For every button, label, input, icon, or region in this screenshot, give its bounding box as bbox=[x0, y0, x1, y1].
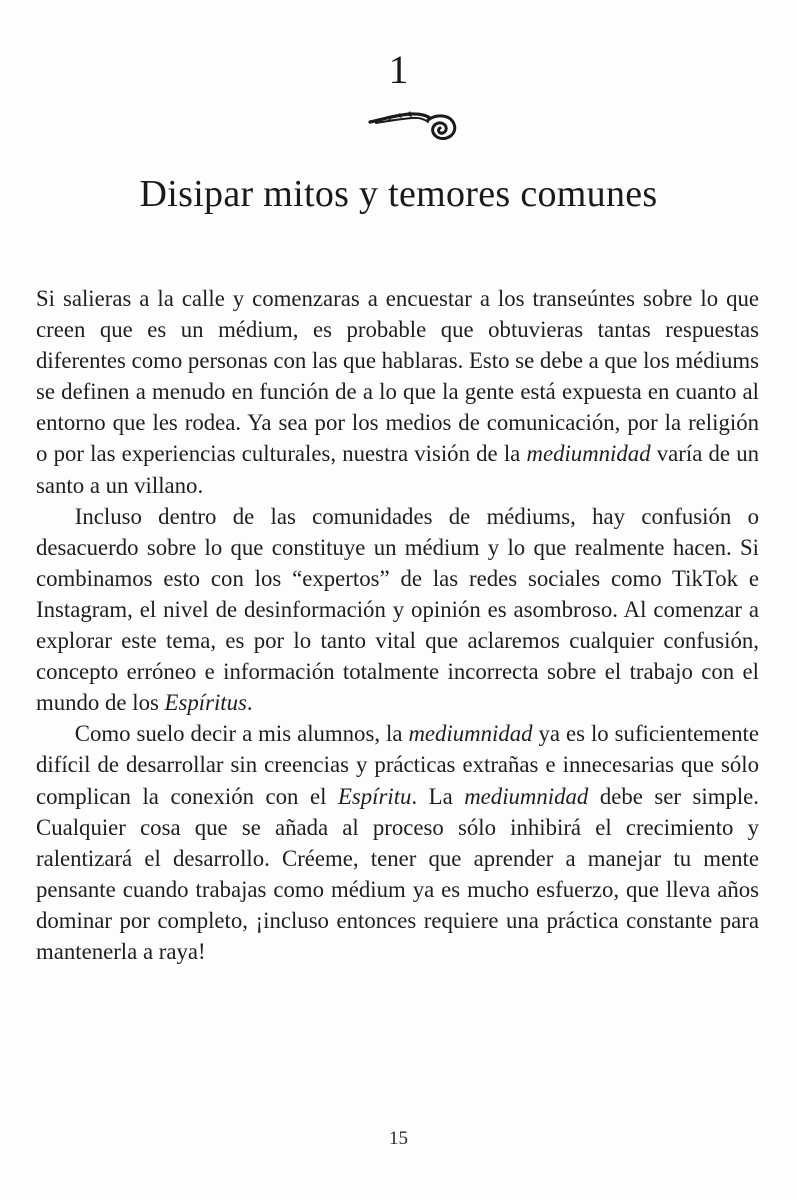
paragraph-segment: debe ser simple. Cualquier cosa que se añada al proceso sólo inhibirá el crecimiento y ralentizará el desarrollo. Créeme, tener que aprender a manejar tu mente pensante cuando trabajas como médium ya es mucho esfuerzo, que lleva años dominar por completo, ¡incluso entonces requiere una práctica constante para mantenerla a raya! bbox=[36, 783, 759, 964]
italic-term: Espíritus bbox=[164, 690, 247, 716]
italic-term: mediumnidad bbox=[464, 783, 589, 809]
italic-term: mediumnidad bbox=[526, 441, 651, 467]
paragraph-segment: Si salieras a la calle y comenzaras a encuestar a los transeúntes sobre lo que creen que es un médium, es probable que obtuvieras tantas respuestas diferentes como personas con las que hablaras. Esto se debe a que los médiums se definen a menudo en función de a lo que la gente está expuesta en cuanto al entorno que les rodea. Ya sea por los medios de comunicación, por la religión o por las experiencias culturales, nuestra visión de la bbox=[36, 286, 759, 467]
italic-term: Espíritu bbox=[337, 783, 412, 809]
page-number: 15 bbox=[389, 1128, 408, 1149]
paragraph-segment: . bbox=[246, 690, 253, 716]
chapter-body bbox=[36, 283, 759, 967]
paragraph-1 bbox=[36, 283, 759, 501]
italic-term: mediumnidad bbox=[408, 721, 533, 747]
chapter-number: 1 bbox=[388, 47, 409, 92]
paragraph-segment: Como suelo decir a mis alumnos, la bbox=[74, 721, 409, 747]
scroll-flourish-icon bbox=[366, 100, 462, 144]
paragraph-2 bbox=[36, 501, 759, 719]
chapter-title: Disipar mitos y temores comunes bbox=[139, 173, 658, 215]
paragraph-segment: . La bbox=[411, 783, 465, 809]
paragraph-segment: Incluso dentro de las comunidades de médiums, hay confusión o desacuerdo sobre lo que constituye un médium y lo que realmente hacen. Si combinamos esto con los “expertos” de las redes sociales como TikTok e Instagram, el nivel de desinformación y opinión es asombroso. Al comenzar a explorar este tema, es por lo tanto vital que aclaremos cualquier confusión, concepto erróneo e información totalmente incorrecta sobre el trabajo con el mundo de los bbox=[36, 503, 759, 716]
paragraph-segment: varía de un santo a un villano. bbox=[36, 441, 759, 498]
paragraph-3 bbox=[36, 718, 759, 967]
paragraph-segment: ya es lo suficientemente difícil de desarrollar sin creencias y prácticas extrañas e innecesarias que sólo complican la conexión con el bbox=[36, 721, 759, 809]
